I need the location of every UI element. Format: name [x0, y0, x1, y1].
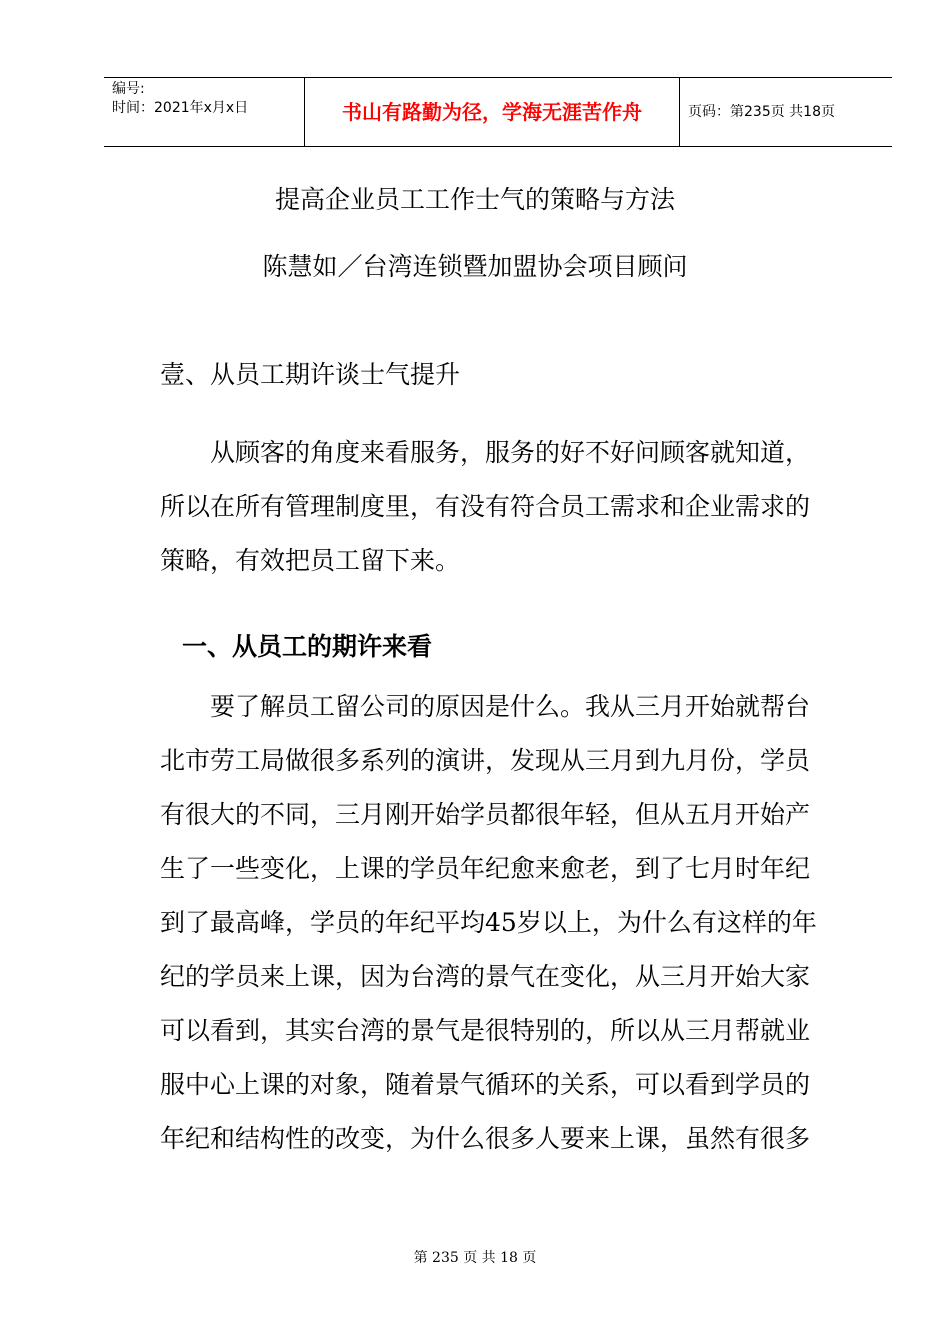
paragraph-line: 服中心上课的对象，随着景气循环的关系，可以看到学员的 — [160, 1070, 811, 1099]
page-header — [104, 77, 892, 147]
document-author: 陈慧如／台湾连锁暨加盟协会项目顾问 — [262, 252, 688, 281]
document-title: 提高企业员工工作士气的策略与方法 — [274, 185, 675, 214]
header-page-info: 页码：第235页 共18页 — [688, 104, 835, 120]
paragraph-line: 要了解员工留公司的原因是什么。我从三月开始就帮台 — [210, 692, 811, 721]
section-heading: 壹、从员工期许谈士气提升 — [160, 360, 461, 389]
page-footer: 第 235 页 共 18 页 — [413, 1250, 537, 1266]
paragraph-line: 生了一些变化，上课的学员年纪愈来愈老，到了七月时年纪 — [160, 854, 811, 883]
paragraph-line: 到了最高峰，学员的年纪平均45岁以上，为什么有这样的年 — [160, 908, 817, 937]
header-motto: 书山有路勤为径，学海无涯苦作舟 — [342, 100, 642, 124]
paragraph-line: 北市劳工局做很多系列的演讲，发现从三月到九月份，学员 — [160, 746, 811, 775]
header-meta-cell — [104, 78, 304, 146]
paragraph-line: 有很大的不同，三月刚开始学员都很年轻，但从五月开始产 — [160, 800, 811, 829]
document-date-label: 时间：2021年x月x日 — [112, 100, 249, 116]
paragraph-line: 策略，有效把员工留下来。 — [160, 546, 461, 575]
intro-paragraph — [160, 426, 840, 588]
paragraph-line: 纪的学员来上课，因为台湾的景气在变化，从三月开始大家 — [160, 962, 811, 991]
header-motto-cell — [304, 78, 680, 146]
paragraph-line: 从顾客的角度来看服务，服务的好不好问顾客就知道， — [210, 438, 811, 467]
header-page-cell — [680, 78, 892, 146]
paragraph-line: 年纪和结构性的改变，为什么很多人要来上课，虽然有很多 — [160, 1124, 811, 1153]
paragraph-line: 所以在所有管理制度里，有没有符合员工需求和企业需求的 — [160, 492, 811, 521]
subsection-heading: 一、从员工的期许来看 — [182, 632, 433, 661]
document-number-label: 编号: — [112, 81, 145, 97]
body-paragraph — [160, 680, 840, 1166]
paragraph-line: 可以看到，其实台湾的景气是很特别的，所以从三月帮就业 — [160, 1016, 811, 1045]
